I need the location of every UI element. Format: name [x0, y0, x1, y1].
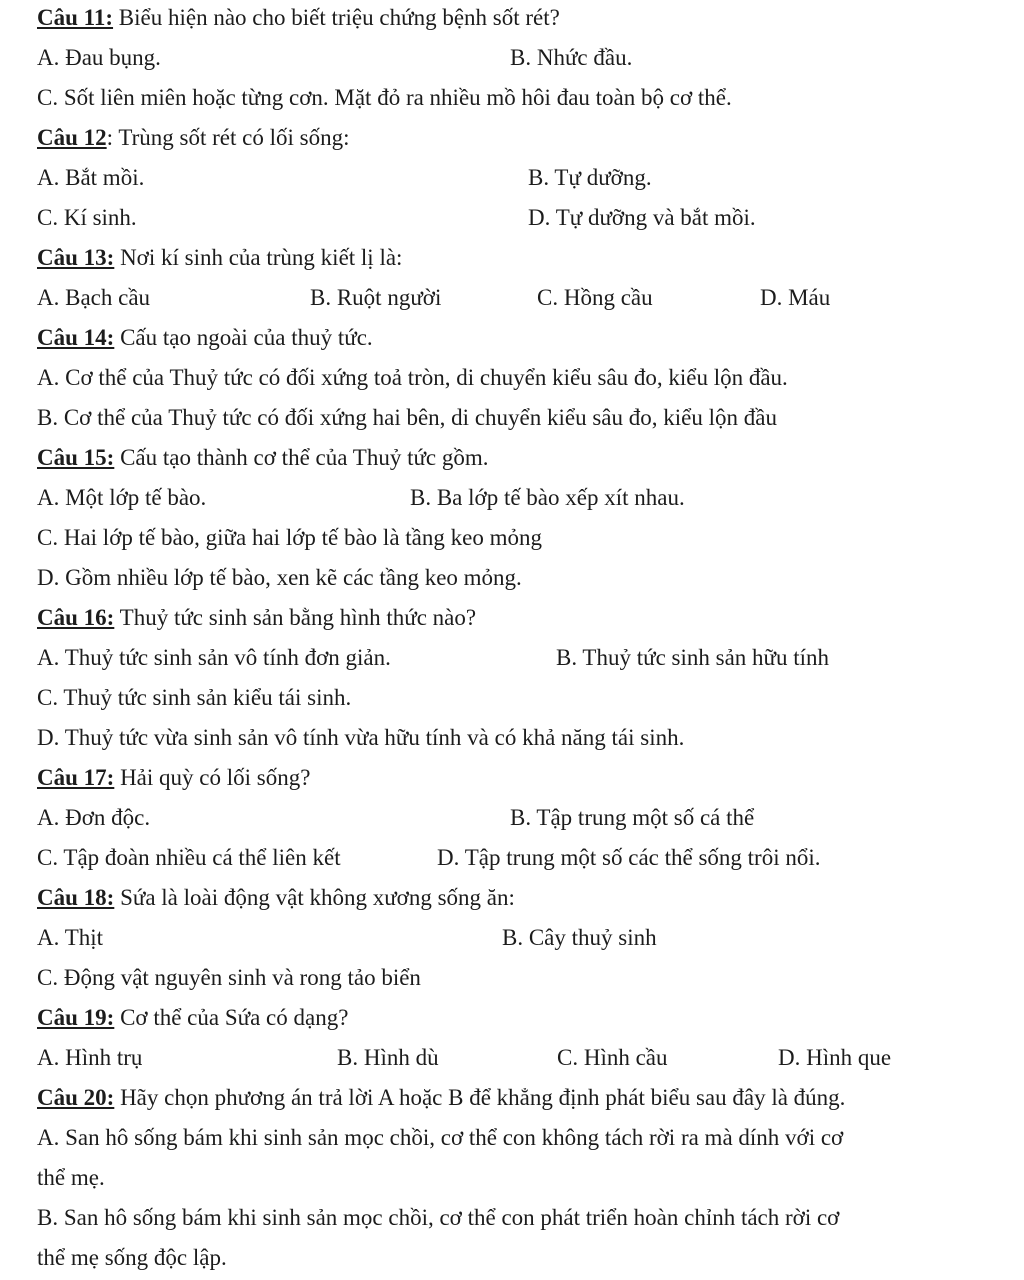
answer-option: D. Tự dưỡng và bắt mồi.: [528, 205, 756, 230]
answer-option: C. Thuỷ tức sinh sản kiểu tái sinh.: [37, 685, 352, 710]
answer-option: C. Động vật nguyên sinh và rong tảo biển: [37, 965, 421, 990]
answer-option: B. Nhức đầu.: [510, 45, 633, 70]
answer-option: A. Một lớp tế bào.: [37, 485, 207, 510]
question-text: Nơi kí sinh của trùng kiết lị là:: [114, 245, 403, 270]
question-14: [37, 324, 373, 352]
question-label: Câu 11:: [37, 5, 114, 30]
question-text: Cấu tạo ngoài của thuỷ tức.: [114, 325, 373, 350]
question-13: [37, 244, 402, 272]
answer-option: B. Tập trung một số cá thể: [510, 805, 755, 830]
question-text: : Trùng sốt rét có lối sống:: [106, 125, 350, 150]
answer-option: D. Hình que: [778, 1045, 892, 1070]
question-label: Câu 14:: [37, 325, 115, 350]
answer-option: A. San hô sống bám khi sinh sản mọc chồi, cơ thể con không tách rời ra mà dính với cơ: [37, 1125, 844, 1150]
question-label: Câu 15:: [37, 445, 115, 470]
answer-option: D. Tập trung một số các thể sống trôi nổi.: [437, 845, 821, 870]
answer-option: B. Thuỷ tức sinh sản hữu tính: [556, 645, 830, 670]
question-label: Câu 17:: [37, 765, 115, 790]
answer-option: C. Sốt liên miên hoặc từng cơn. Mặt đỏ ra nhiều mồ hôi đau toàn bộ cơ thể.: [37, 85, 732, 110]
question-text: Hãy chọn phương án trả lời A hoặc B để khẳng định phát biểu sau đây là đúng.: [114, 1085, 846, 1110]
question-text: Cấu tạo thành cơ thể của Thuỷ tức gồm.: [114, 445, 489, 470]
answer-option: C. Hình cầu: [557, 1045, 668, 1070]
answer-option: B. Tự dưỡng.: [528, 165, 652, 190]
answer-option: B. San hô sống bám khi sinh sản mọc chồi, cơ thể con phát triển hoàn chỉnh tách rời cơ: [37, 1205, 840, 1230]
answer-option-continued: thể mẹ sống độc lập.: [37, 1245, 227, 1270]
question-label: Câu 12: [37, 125, 107, 150]
question-text: Biểu hiện nào cho biết triệu chứng bệnh sốt rét?: [113, 5, 560, 30]
question-11: [37, 4, 560, 32]
question-16: [37, 604, 476, 632]
answer-option: B. Hình dù: [337, 1045, 439, 1070]
question-18: [37, 884, 515, 912]
answer-option: B. Cơ thể của Thuỷ tức có đối xứng hai bên, di chuyển kiểu sâu đo, kiểu lộn đầu: [37, 405, 777, 430]
answer-option: A. Bắt mồi.: [37, 165, 145, 190]
question-15: [37, 444, 489, 472]
answer-option: A. Hình trụ: [37, 1045, 143, 1070]
question-text: Thuỷ tức sinh sản bằng hình thức nào?: [114, 605, 477, 630]
answer-option: D. Gồm nhiều lớp tế bào, xen kẽ các tầng keo mỏng.: [37, 565, 522, 590]
question-label: Câu 18:: [37, 885, 115, 910]
answer-option-continued: thể mẹ.: [37, 1165, 105, 1190]
answer-option: C. Kí sinh.: [37, 205, 137, 230]
question-label: Câu 16:: [37, 605, 115, 630]
answer-option: B. Ruột người: [310, 285, 442, 310]
answer-option: B. Ba lớp tế bào xếp xít nhau.: [410, 485, 685, 510]
question-12: [37, 124, 349, 152]
question-text: Sứa là loài động vật không xương sống ăn:: [114, 885, 515, 910]
answer-option: C. Tập đoàn nhiều cá thể liên kết: [37, 845, 341, 870]
question-17: [37, 764, 310, 792]
question-label: Câu 20:: [37, 1085, 115, 1110]
answer-option: C. Hai lớp tế bào, giữa hai lớp tế bào là tầng keo mỏng: [37, 525, 542, 550]
question-20: [37, 1084, 845, 1112]
question-text: Cơ thể của Sứa có dạng?: [114, 1005, 349, 1030]
answer-option: A. Cơ thể của Thuỷ tức có đối xứng toả tròn, di chuyển kiểu sâu đo, kiểu lộn đầu.: [37, 365, 788, 390]
answer-option: C. Hồng cầu: [537, 285, 653, 310]
question-text: Hải quỳ có lối sống?: [114, 765, 311, 790]
answer-option: A. Đau bụng.: [37, 45, 161, 70]
answer-option: D. Thuỷ tức vừa sinh sản vô tính vừa hữu tính và có khả năng tái sinh.: [37, 725, 685, 750]
answer-option: A. Thịt: [37, 925, 104, 950]
answer-option: A. Đơn độc.: [37, 805, 151, 830]
question-19: [37, 1004, 348, 1032]
answer-option: A. Thuỷ tức sinh sản vô tính đơn giản.: [37, 645, 391, 670]
answer-option: A. Bạch cầu: [37, 285, 151, 310]
question-label: Câu 19:: [37, 1005, 115, 1030]
question-label: Câu 13:: [37, 245, 115, 270]
answer-option: B. Cây thuỷ sinh: [502, 925, 657, 950]
answer-option: D. Máu: [760, 285, 831, 310]
